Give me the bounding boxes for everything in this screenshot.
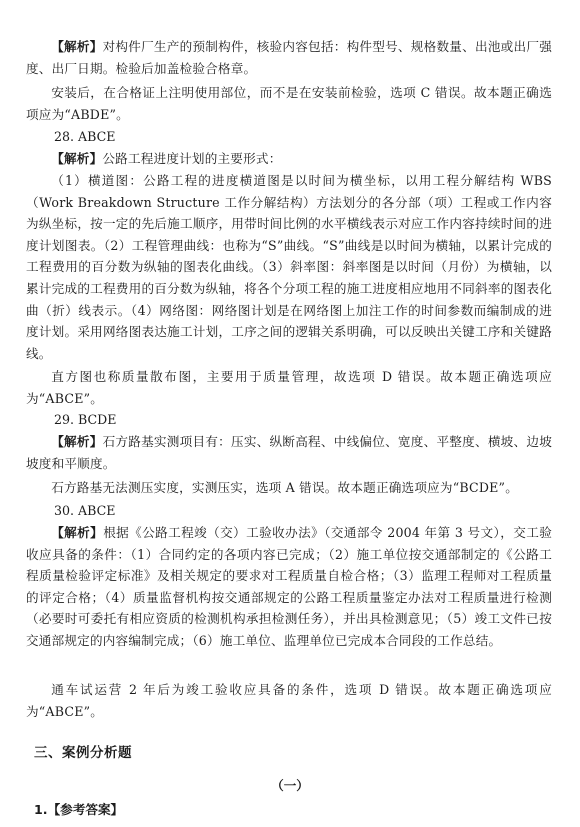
- section-heading: 三、案例分析题: [34, 745, 132, 761]
- item-number: 1.: [34, 802, 48, 817]
- q30-answer: 30. ABCE: [54, 503, 116, 518]
- q27-analysis-text: 对构件厂生产的预制构件，核验内容包括：构件型号、规格数量、出池或出厂强度、出厂日期。检验后加盖检验合格章。: [26, 39, 552, 76]
- q29-answer: 29. BCDE: [54, 412, 117, 427]
- analysis-tag: 【解析】: [51, 525, 104, 540]
- analysis-tag: 【解析】: [51, 39, 103, 54]
- q28-note: 直方图也称质量散布图，主要用于质量管理，故选项 D 错误。故本题正确选项应为“ABCE”。: [26, 369, 552, 406]
- subsection-marker: （一）: [271, 778, 309, 793]
- q27-analysis: [26, 36, 552, 79]
- q28-analysis: [26, 148, 552, 170]
- q28-body: （1）横道图：公路工程的进度横道图是以时间为横坐标，以用工程分解结构 WBS（Work Breakdown Structure 工作分解结构）方法划分的各分部（项）工程或工作内容为纵坐标，按一定的先后施工顺序，用带时间比例的水平横线表示对应工作内容持续时间的进度计划图表。（2）工程管理曲线：也称为“S”曲线。“S”曲线是以时间为横轴，以累计完成的工程费用的百分数为纵轴的图表化曲线。（3）斜率图：斜率图是以时间（月份）为横轴，以累计完成的工程费用的百分数为纵轴，将各个分项工程的施工进度相应地用不同斜率的图表化曲（折）线表示。（4）网络图：网络图计划是在网络图上加注工作的时间参数而编制成的进度计划。采用网络图表达施工计划，工序之间的逻辑关系明确，可以反映出关键工序和关键路线。: [26, 173, 552, 361]
- q29-note: 石方路基无法测压实度，实测压实，选项 A 错误。故本题正确选项应为“BCDE”。: [51, 480, 518, 495]
- reference-answer-line: [34, 799, 123, 818]
- analysis-tag: 【解析】: [51, 151, 103, 166]
- reference-answer-tag: 【参考答案】: [47, 802, 124, 817]
- q28-analysis-lead: 公路工程进度计划的主要形式：: [102, 151, 282, 166]
- q28-answer: 28. ABCE: [54, 129, 116, 144]
- q29-analysis: [26, 431, 552, 474]
- q29-analysis-text: 石方路基实测项目有：压实、纵断高程、中线偏位、宽度、平整度、横坡、边坡坡度和平顺度。: [26, 434, 552, 471]
- analysis-tag: 【解析】: [51, 434, 103, 449]
- q30-analysis: [26, 522, 552, 652]
- q30-note: 通车试运营 2 年后为竣工验收应具备的条件，选项 D 错误。故本题正确选项应为“ABCE”。: [26, 682, 552, 719]
- q30-analysis-text: 根据《公路工程竣（交）工验收办法》（交通部令 2004 年第 3 号文），交工验收应具备的条件：（1）合同约定的各项内容已完成；（2）施工单位按交通部制定的《公路工程质量检验评定标准》及相关规定的要求对工程质量自检合格；（3）监理工程师对工程质量的评定合格；（4）质量监督机构按交通部规定的公路工程质量鉴定办法对工程质量进行检测（必要时可委托有相应资质的检测机构承担检测任务），并出具检测意见；（5）竣工文件已按交通部规定的内容编制完成；（6）施工单位、监理单位已完成本合同段的工作总结。: [26, 525, 552, 648]
- q27-note: 安装后，在合格证上注明使用部位，而不是在安装前检验，选项 C 错误。故本题正确选项应为“ABDE”。: [26, 85, 552, 122]
